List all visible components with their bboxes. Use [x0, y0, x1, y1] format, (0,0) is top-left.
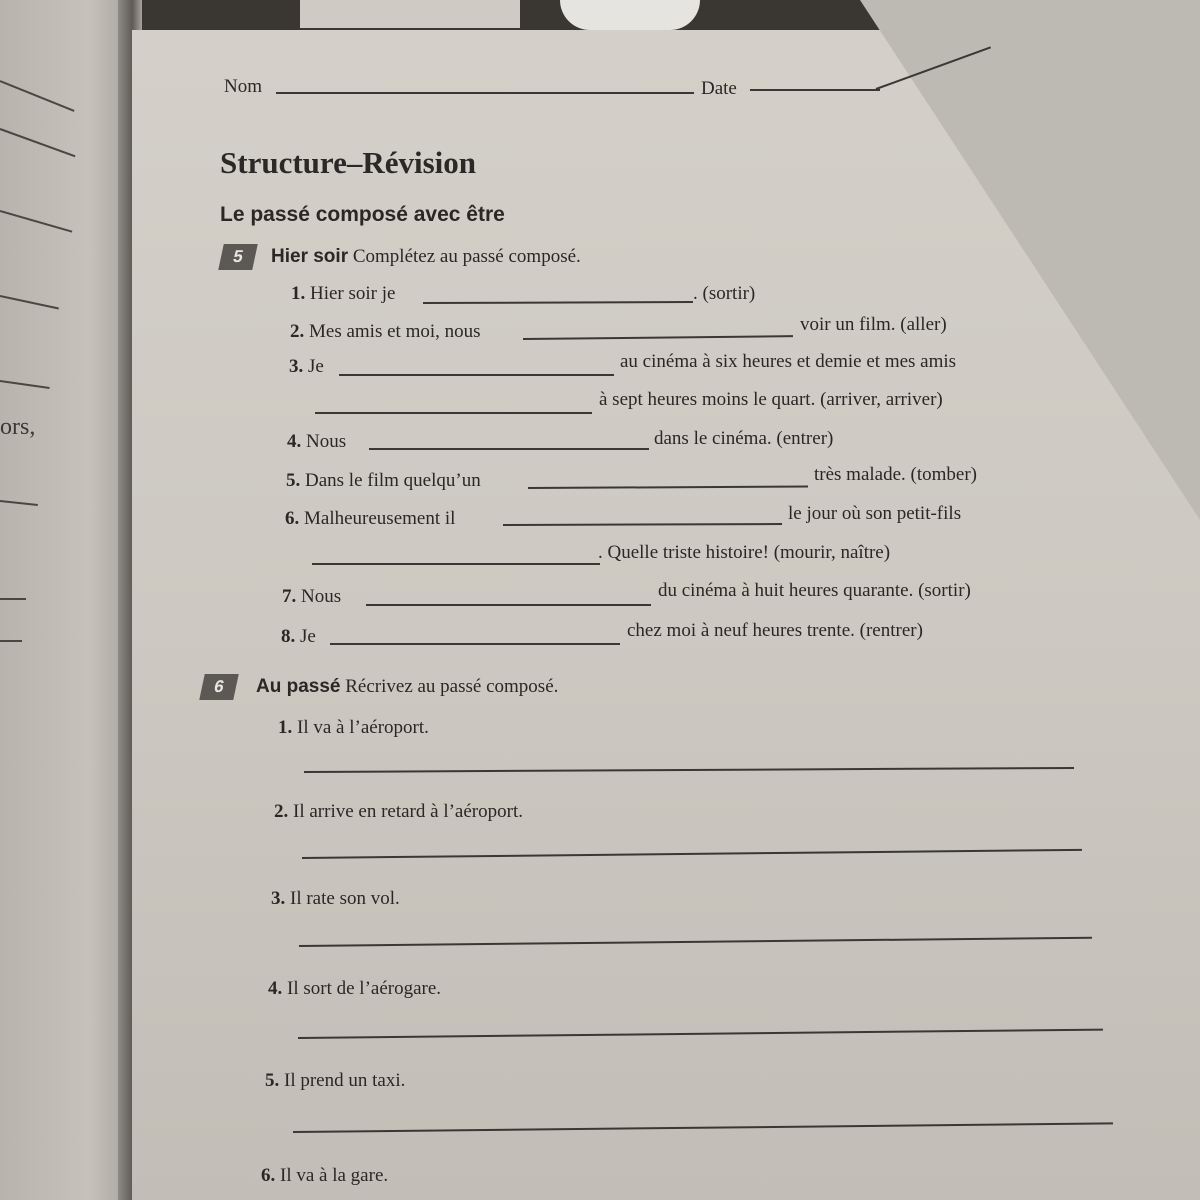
section-6-instruction: Récrivez au passé composé.: [345, 676, 559, 697]
answer-line[interactable]: [298, 1029, 1103, 1039]
exercise-item-text: [278, 717, 429, 739]
exercise-item-text: [289, 356, 324, 378]
item-number: 2.: [274, 801, 289, 822]
answer-blank[interactable]: [315, 412, 592, 414]
item-hint: très malade. (tomber): [814, 464, 978, 485]
item-sentence: Il va à l’aéroport.: [297, 717, 429, 738]
exercise-item-text: [286, 470, 481, 492]
answer-line[interactable]: [302, 849, 1082, 859]
item-number: 7.: [282, 586, 297, 607]
item-hint: à sept heures moins le quart. (arriver, arriver): [599, 389, 943, 410]
item-continuation: le jour où son petit-fils: [788, 503, 962, 524]
item-prompt: Je: [308, 356, 324, 377]
exercise-item-text: [282, 586, 341, 608]
page-title: Structure–Révision: [220, 145, 477, 180]
item-continuation: au cinéma à six heures et demie et mes amis: [620, 351, 957, 372]
item-sentence: Il arrive en retard à l’aéroport.: [293, 801, 523, 822]
section-5-badge: 5: [218, 244, 258, 270]
exercise-item-text: [261, 1165, 388, 1187]
exercise-item-text: [271, 888, 400, 910]
section-6-label: Au passé: [256, 676, 341, 697]
item-hint: . (sortir): [693, 283, 756, 304]
name-field[interactable]: [276, 92, 694, 94]
item-hint: dans le cinéma. (entrer): [654, 428, 834, 449]
answer-blank[interactable]: [330, 643, 620, 645]
pen-mark: [876, 46, 991, 90]
item-number: 3.: [289, 356, 304, 377]
exercise-item-text: [287, 431, 346, 453]
answer-blank[interactable]: [312, 563, 600, 565]
item-prompt: Hier soir je: [310, 283, 396, 304]
exercise-item-text: [285, 508, 455, 530]
item-number: 6.: [285, 508, 300, 529]
item-number: 2.: [290, 321, 305, 342]
name-label: Nom: [224, 76, 262, 97]
item-hint: du cinéma à huit heures quarante. (sortir): [658, 580, 971, 601]
answer-line[interactable]: [293, 1122, 1113, 1132]
item-prompt: Nous: [301, 586, 342, 607]
exercise-item-text: [274, 801, 523, 823]
item-prompt: Je: [300, 626, 316, 647]
item-prompt: Malheureusement il: [304, 508, 456, 529]
item-number: 6.: [261, 1165, 276, 1186]
item-number: 5.: [265, 1070, 280, 1091]
answer-blank[interactable]: [528, 486, 808, 489]
exercise-item-text: [291, 283, 395, 305]
section-6-heading: [256, 676, 558, 698]
date-field[interactable]: [750, 89, 880, 91]
item-sentence: Il sort de l’aérogare.: [287, 978, 442, 999]
item-number: 5.: [286, 470, 301, 491]
answer-line[interactable]: [299, 937, 1092, 947]
answer-blank[interactable]: [523, 335, 793, 339]
answer-blank[interactable]: [339, 374, 614, 376]
item-hint: . Quelle triste histoire! (mourir, naître): [598, 542, 891, 563]
item-hint: chez moi à neuf heures trente. (rentrer): [627, 620, 923, 641]
page-subtitle: Le passé composé avec être: [220, 203, 505, 226]
answer-line[interactable]: [304, 767, 1074, 773]
item-number: 3.: [271, 888, 286, 909]
item-prompt: Dans le film quelqu’un: [305, 470, 481, 491]
item-number: 1.: [278, 717, 293, 738]
exercise-item-text: [290, 321, 481, 343]
exercise-item-text: [281, 626, 316, 648]
answer-blank[interactable]: [423, 301, 693, 303]
date-label: Date: [701, 78, 737, 99]
item-number: 1.: [291, 283, 306, 304]
exercise-item-text: [268, 978, 441, 1000]
item-sentence: Il rate son vol.: [290, 888, 400, 909]
item-number: 4.: [268, 978, 283, 999]
item-number: 4.: [287, 431, 302, 452]
answer-blank[interactable]: [369, 448, 649, 450]
answer-blank[interactable]: [366, 604, 651, 606]
item-number: 8.: [281, 626, 296, 647]
item-prompt: Nous: [306, 431, 347, 452]
section-5-instruction: Complétez au passé composé.: [352, 246, 581, 267]
section-5-heading: [271, 246, 581, 268]
item-sentence: Il va à la gare.: [280, 1165, 389, 1186]
answer-blank[interactable]: [503, 523, 782, 525]
item-sentence: Il prend un taxi.: [284, 1070, 406, 1091]
item-prompt: Mes amis et moi, nous: [309, 321, 481, 342]
exercise-item-text: [265, 1070, 405, 1092]
item-hint: voir un film. (aller): [800, 314, 947, 335]
section-5-label: Hier soir: [271, 246, 349, 267]
section-6-badge: 6: [199, 674, 239, 700]
left-page-fragment: ors,: [0, 414, 36, 440]
